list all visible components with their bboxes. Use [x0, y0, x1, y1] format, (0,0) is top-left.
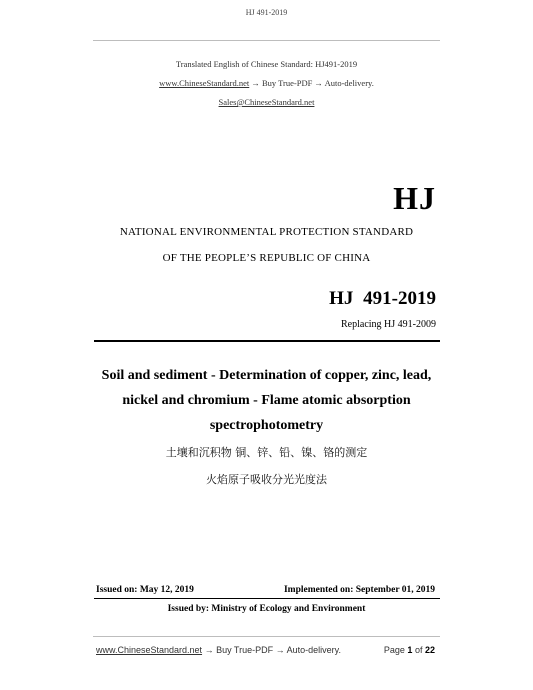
- promo-buy-line: [0, 78, 533, 88]
- page-label: Page: [383, 645, 405, 655]
- site-link[interactable]: www.ChineseStandard.net: [159, 78, 250, 88]
- main-title-line-2: nickel and chromium - Flame atomic absorption: [122, 393, 411, 408]
- footer-buy-text: → Buy True-PDF → Auto-delivery.: [202, 645, 341, 655]
- page-total: 22: [424, 645, 435, 655]
- email-link[interactable]: Sales@ChineseStandard.net: [218, 97, 315, 107]
- page-of: of: [414, 645, 423, 655]
- chinese-title-line-2: 火焰原子吸收分光光度法: [206, 473, 327, 486]
- footer-promo: [96, 645, 341, 655]
- header-doc-code: HJ 491-2019: [245, 8, 288, 17]
- replacing-note: Replacing HJ 491-2009: [341, 319, 436, 330]
- standard-title-line-1: NATIONAL ENVIRONMENTAL PROTECTION STANDARD: [119, 226, 414, 238]
- translation-note: Translated English of Chinese Standard: HJ491-2019: [175, 59, 358, 69]
- page-current: 1: [407, 645, 413, 655]
- footer-divider: [93, 636, 440, 637]
- header-divider: [93, 40, 440, 41]
- standard-logo-code: HJ: [393, 180, 436, 216]
- title-divider: [94, 340, 440, 342]
- footer-site-link[interactable]: www.ChineseStandard.net: [96, 645, 203, 655]
- main-title-line-3: spectrophotometry: [209, 418, 324, 433]
- issue-divider: [94, 598, 440, 599]
- implemented-on-date: Implemented on: September 01, 2019: [283, 585, 435, 595]
- issued-on-date: Issued on: May 12, 2019: [96, 585, 194, 595]
- standard-title-line-2: OF THE PEOPLE’S REPUBLIC OF CHINA: [162, 252, 371, 264]
- issued-by: Issued by: Ministry of Ecology and Environment: [167, 604, 366, 614]
- main-title-line-1: Soil and sediment - Determination of copper, zinc, lead,: [101, 368, 432, 383]
- chinese-title-line-1: 土壤和沉积物 铜、锌、铅、镍、铬的测定: [165, 446, 368, 459]
- page-indicator: [384, 645, 435, 655]
- buy-text: → Buy True-PDF → Auto-delivery.: [249, 78, 374, 88]
- document-number: HJ 491-2019: [329, 288, 436, 309]
- promo-email-line: [0, 97, 533, 107]
